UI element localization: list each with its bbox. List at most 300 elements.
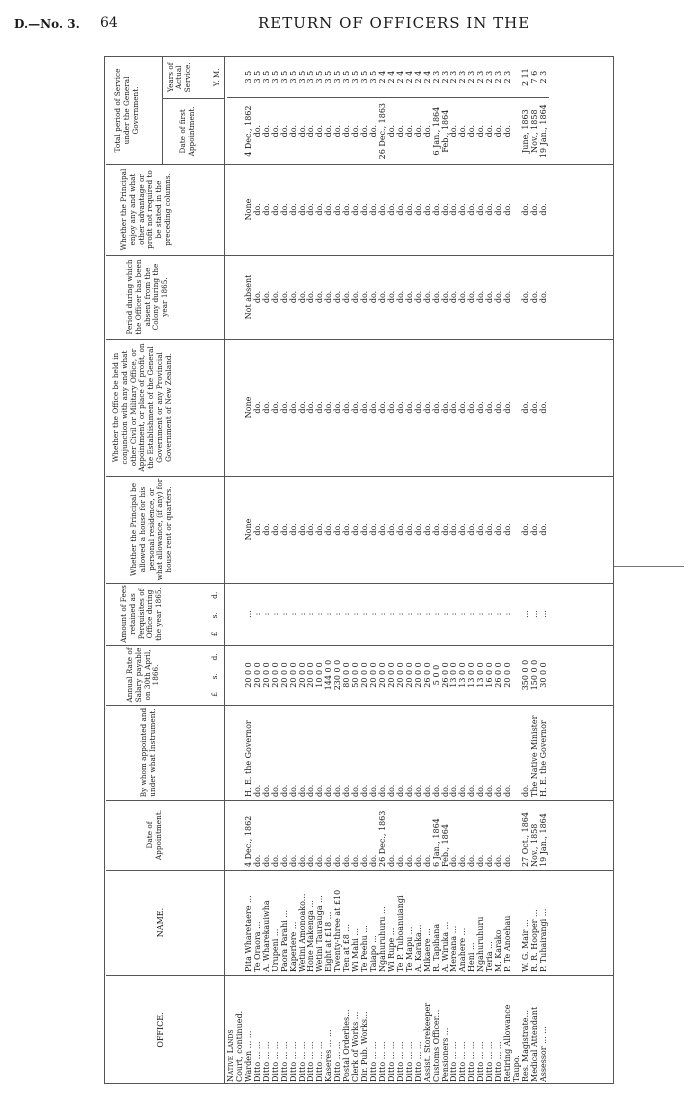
name-cell: Te P. Tuhoanuiangi (395, 895, 405, 972)
date-cell: 19 Jan., 1864 (538, 813, 548, 867)
other-office-cell (227, 339, 236, 476)
other-office-cell: do. (297, 401, 307, 414)
house-cell: do. (252, 523, 262, 536)
header-fees-label: Amount of Fees retained as Perquisites of Office during the year 1865. (119, 585, 163, 643)
years-service-cell: 3 5 (369, 70, 378, 84)
first-appointment-cell: do. (351, 124, 361, 138)
fees-cell: : (404, 612, 414, 616)
salary-cell: 5 0 0 (431, 664, 441, 686)
header-office (106, 976, 225, 1084)
years-service-cell: 3 5 (315, 70, 325, 84)
house-cell: do. (440, 523, 450, 536)
date-cell: do. (369, 854, 378, 867)
fees-cell: ... (243, 610, 253, 618)
absent-cell: do. (351, 290, 361, 304)
page-number: 64 (100, 15, 118, 31)
name-cell: Ngahuruhuru ... (377, 906, 387, 972)
first-appointment-cell: Nov., 1858 (529, 109, 539, 153)
advantage-col-list (227, 164, 549, 255)
salary-cell: 20 0 0 (243, 662, 253, 688)
name-cell: Taiapo ... (369, 935, 378, 972)
name-cell: Teria ... (485, 941, 495, 972)
advantage-cell: do. (538, 203, 548, 216)
first-appointment-cell: June, 1863 (520, 109, 530, 153)
first-appointment-cell: Feb., 1864 (440, 109, 450, 153)
absent-cell (227, 255, 236, 339)
appointed-by-cell: do. (485, 784, 495, 797)
fees-cell: : (333, 612, 343, 616)
column-other-office (106, 339, 614, 477)
years-service-cell: 3 5 (360, 70, 370, 84)
house-cell: do. (476, 523, 486, 536)
fees-cell: : (279, 612, 289, 616)
fees-cell: : (485, 612, 495, 616)
salary-cell: 20 0 0 (279, 662, 289, 688)
appointed-by-cell: do. (494, 784, 504, 797)
office-cell: Res. Magistrate... (520, 1009, 530, 1082)
first-appointment-cell: do. (449, 124, 459, 138)
other-office-cell: do. (395, 401, 405, 414)
appointed-by-cell: do. (351, 784, 361, 797)
service-cells (227, 57, 549, 164)
appointed-by-cell: do. (252, 784, 262, 797)
office-cell: Ditto ... ... (395, 1041, 405, 1082)
header-salary (106, 645, 225, 705)
fees-cell: : (395, 612, 405, 616)
appointed-by-cell: H. E. the Governor (538, 720, 548, 797)
name-cell: P. Te Anoehau (503, 915, 513, 972)
date-cell: do. (315, 854, 325, 867)
salary-cell: 20 0 0 (395, 662, 405, 688)
office-cell: Postal Orderlies... (342, 1009, 352, 1082)
advantage-cell: do. (395, 203, 405, 216)
unit-pence: d. (210, 591, 219, 599)
name-cell: Wi Mahi ... (351, 927, 361, 972)
fees-cell: : (413, 612, 423, 616)
fees-cell: ... (538, 610, 548, 618)
absent-cell: do. (279, 290, 289, 304)
first-appointment-cell: do. (494, 124, 504, 138)
years-service-cell: 3 5 (243, 70, 253, 84)
date-cell: do. (404, 854, 414, 867)
fees-cell: : (351, 612, 361, 616)
appointed-by-cell: do. (422, 784, 432, 797)
fees-cell: : (440, 612, 450, 616)
office-cell: Ditto ... ... (333, 1041, 343, 1082)
salary-cell: 20 0 0 (404, 662, 414, 688)
first-appointment-cell: do. (369, 124, 378, 138)
appointed-by-cell: do. (440, 784, 450, 797)
header-service-label: Total period of Service under the General Government. (113, 68, 140, 153)
header-first-appointment: Date of first Appointment. (163, 98, 225, 164)
date-cell: do. (252, 854, 262, 867)
salary-col-list (227, 645, 549, 705)
name-cell: Heni ... (467, 942, 477, 972)
house-cell: do. (261, 523, 271, 536)
office-cell: Assessor ... ... (538, 1026, 548, 1082)
unit-shillings: s. (210, 612, 219, 619)
other-office-cell: do. (252, 401, 262, 414)
years-service-cell: 2 4 (413, 70, 423, 84)
date-cell: 27 Oct., 1864 (520, 812, 530, 867)
absent-cell: do. (458, 290, 468, 304)
house-cell: do. (413, 523, 423, 536)
header-house-label: Whether the Principal be allowed a house for his personal residence, or what allowance, (if any) for house rent or quarters. (129, 478, 173, 581)
header-years-units: Y. M. (213, 68, 221, 87)
first-appointment-cell: do. (395, 124, 405, 138)
fees-cell: : (476, 612, 486, 616)
header-by-label: By whom appointed and under what Instrument. (139, 707, 157, 798)
absent-cell: do. (315, 290, 325, 304)
advantage-cell: do. (476, 203, 486, 216)
first-appointment-cell: do. (324, 124, 334, 138)
header-date-appointment (106, 800, 225, 870)
advantage-cell: do. (440, 203, 450, 216)
fees-cell: : (324, 612, 334, 616)
appointed-by-cell: do. (386, 784, 396, 797)
first-appointment-cell: do. (315, 124, 325, 138)
name-cell: Te Mapu ... (404, 926, 414, 972)
appointed-by-cell (227, 705, 236, 800)
first-appointment-cell: do. (485, 124, 495, 138)
other-office-cell: None (243, 396, 253, 419)
office-cell: Ditto ... ... (458, 1041, 468, 1082)
office-cell: Ditto ... ... (279, 1041, 289, 1082)
other-office-cell: do. (377, 401, 387, 414)
house-cell: do. (342, 523, 352, 536)
office-cell: Kaseres ... ... (324, 1029, 334, 1082)
office-cell: Ditto ... ... (467, 1041, 477, 1082)
date-cell: do. (297, 854, 307, 867)
fees-cell: : (288, 612, 298, 616)
first-appointment-cell: do. (333, 124, 343, 138)
house-cell: do. (333, 523, 343, 536)
absent-cell: do. (449, 290, 459, 304)
absent-cell: do. (252, 290, 262, 304)
fees-cell: : (306, 612, 316, 616)
header-salary-label: Annual Rate of Salary payable on 30th April, 1866. (125, 647, 161, 703)
years-service-cell: 2 3 (485, 70, 495, 84)
date-cell: do. (306, 854, 316, 867)
other-office-cell: do. (458, 401, 468, 414)
house-cell: do. (351, 523, 361, 536)
house-cell: do. (369, 523, 378, 536)
name-cell: Urupeni ... (270, 928, 280, 972)
salary-cell: 20 0 0 (386, 662, 396, 688)
appointed-by-cell: The Native Minister (529, 715, 539, 797)
appointed-by-cell: do. (520, 784, 530, 797)
office-cell: Ditto ... ... (476, 1041, 486, 1082)
name-cell: Kaperiere ... (288, 921, 298, 972)
absent-cell: do. (360, 290, 370, 304)
house-cell: do. (377, 523, 387, 536)
appointed-by-cell: do. (333, 784, 343, 797)
date-cell: do. (395, 854, 405, 867)
name-cell: A. Karaka... (413, 924, 423, 972)
header-other-advantage (106, 164, 225, 255)
years-service-cell: 2 4 (386, 70, 396, 84)
advantage-cell: do. (485, 203, 495, 216)
advantage-cell: do. (503, 203, 513, 216)
years-service-cell: 2 3 (503, 70, 513, 84)
rotated-table-body (106, 58, 614, 1084)
other-office-cell: do. (520, 401, 530, 414)
salary-cell: 20 0 0 (252, 662, 262, 688)
office-cell: Ditto ... ... (306, 1041, 316, 1082)
first-appointment-cell: do. (386, 124, 396, 138)
other-office-cell: do. (413, 401, 423, 414)
salary-cell (227, 645, 236, 705)
column-date-appointment (106, 800, 614, 871)
name-cell (227, 870, 236, 975)
date-cell: do. (386, 854, 396, 867)
first-appointment-cell: do. (297, 124, 307, 138)
service-subheaders (162, 57, 225, 164)
name-cell: P. Tuhairangi ... (538, 908, 548, 972)
absent-cell: do. (467, 290, 477, 304)
appointed-by-cell: do. (270, 784, 280, 797)
first-appointment-cell: 26 Dec., 1863 (377, 102, 387, 160)
appointed-by-cell: do. (288, 784, 298, 797)
years-service-cell: 2 3 (449, 70, 459, 84)
absent-cell: do. (431, 290, 441, 304)
other-office-cell: do. (538, 401, 548, 414)
house-cell: do. (288, 523, 298, 536)
absent-cell: do. (404, 290, 414, 304)
advantage-cell: do. (333, 203, 343, 216)
house-cell: None (243, 518, 253, 541)
first-appointment-cell: do. (270, 124, 280, 138)
office-cell: Medical Attendant (529, 1006, 539, 1082)
years-service-cell: 2 4 (422, 70, 432, 84)
advantage-cell: do. (315, 203, 325, 216)
advantage-cell: do. (458, 203, 468, 216)
absent-cell: do. (538, 290, 548, 304)
house-cell: do. (458, 523, 468, 536)
date-cell: do. (494, 854, 504, 867)
office-cell: Ditto ... ... (404, 1041, 414, 1082)
office-cell: Ditto ... ... (485, 1041, 495, 1082)
first-appointment-cell: do. (342, 124, 352, 138)
column-other-advantage (106, 164, 614, 256)
years-service-cell (227, 57, 236, 97)
office-cell: Ditto ... ... (377, 1041, 387, 1082)
date-cell: do. (270, 854, 280, 867)
office-cell: Warden ... ... (243, 1030, 253, 1082)
name-cell: R. R. Hooper ... (529, 909, 539, 972)
fees-cell: : (252, 612, 262, 616)
other-office-cell: do. (270, 401, 280, 414)
date-cell: do. (288, 854, 298, 867)
salary-cell: 20 0 0 (306, 662, 316, 688)
house-cell: do. (520, 523, 530, 536)
fees-cell: ... (520, 610, 530, 618)
by-col-list (227, 705, 549, 800)
fees-cell (227, 583, 236, 645)
house-cell (227, 476, 236, 583)
appointed-by-cell: do. (377, 784, 387, 797)
fees-cell: : (494, 612, 504, 616)
absent-cell: do. (422, 290, 432, 304)
date-cell: do. (413, 854, 423, 867)
name-cell: Te Oraora ... (252, 921, 262, 972)
date-cell: do. (342, 854, 352, 867)
salary-units (210, 647, 219, 703)
name-cell: A. Wiruka ... (440, 921, 450, 972)
header-fees (106, 583, 225, 645)
absent-cell: do. (520, 290, 530, 304)
date-cell: do. (485, 854, 495, 867)
appointed-by-cell: do. (279, 784, 289, 797)
absent-cell: do. (261, 290, 271, 304)
years-service-cell: 2 4 (395, 70, 405, 84)
advantage-cell: do. (324, 203, 334, 216)
column-house-allowance (106, 476, 614, 584)
appointed-by-cell: do. (342, 784, 352, 797)
fees-cell: : (297, 612, 307, 616)
office-cell: Ditto ... ... (288, 1041, 298, 1082)
salary-cell: 26 0 0 (494, 662, 504, 688)
office-cell: Ditto ... ... (413, 1041, 423, 1082)
appointed-by-cell: do. (431, 784, 441, 797)
office-cell: Dir. Pub. Works... (360, 1011, 370, 1082)
other-office-cell: do. (431, 401, 441, 414)
other-office-cell: do. (342, 401, 352, 414)
appointed-by-cell: do. (404, 784, 414, 797)
advantage-cell: do. (306, 203, 316, 216)
house-cell: do. (315, 523, 325, 536)
other-office-cell: do. (288, 401, 298, 414)
fees-cell: : (342, 612, 352, 616)
years-service-cell: 3 5 (333, 70, 343, 84)
office-cell: Native Lands (226, 1029, 235, 1082)
house-cell: do. (386, 523, 396, 536)
house-cell: do. (297, 523, 307, 536)
other-office-cell: do. (386, 401, 396, 414)
years-service-cell: 2 3 (494, 70, 504, 84)
fees-cell: : (458, 612, 468, 616)
office-cell: Ditto ... ... (252, 1041, 262, 1082)
house-cell: do. (422, 523, 432, 536)
office-cell: Ditto ... ... (297, 1041, 307, 1082)
office-cell: Pensioners ... (440, 1027, 450, 1082)
other-office-cell: do. (360, 401, 370, 414)
fees-cell: ... (529, 610, 539, 618)
header-name (106, 870, 225, 975)
absent-cell: do. (503, 290, 513, 304)
unit-pence: d. (210, 653, 219, 661)
header-absent-label: Period during which the Officer has been absent from the Colony during the year 1865. (125, 259, 169, 335)
first-col-list (227, 97, 549, 164)
column-salary (106, 645, 614, 706)
name-cell: Ngahuruhuru (476, 916, 486, 972)
first-appointment-cell: do. (252, 124, 262, 138)
date-cell: 26 Dec., 1863 (377, 810, 387, 867)
date-cell: 6 Jan., 1864 (431, 818, 441, 867)
other-col-list (227, 339, 549, 476)
officers-return-table (104, 56, 614, 1084)
absent-cell: do. (333, 290, 343, 304)
years-service-cell: 2 3 (476, 70, 486, 84)
column-total-service (106, 57, 614, 165)
years-service-cell: 3 5 (270, 70, 280, 84)
name-col-list (227, 870, 549, 975)
other-office-cell: do. (315, 401, 325, 414)
office-cell: Customs Officer... (431, 1009, 441, 1082)
first-appointment-cell: 6 Jan., 1864 (431, 106, 441, 156)
appointed-by-cell: do. (395, 784, 405, 797)
name-cell: Wi Rupe ... (386, 927, 396, 972)
advantage-cell: do. (351, 203, 361, 216)
fees-cell: : (467, 612, 477, 616)
other-office-cell: do. (324, 401, 334, 414)
name-cell: Wetini Amonoako... (297, 893, 307, 972)
years-service-cell: 2 11 (520, 68, 530, 87)
salary-cell: 16 0 0 (485, 662, 495, 688)
appointed-by-cell: do. (449, 784, 459, 797)
first-appointment-cell: do. (261, 124, 271, 138)
date-cell: do. (360, 854, 370, 867)
salary-cell: 20 0 0 (413, 662, 423, 688)
date-cell: do. (476, 854, 486, 867)
first-appointment-cell: 19 Jan., 1864 (538, 104, 548, 159)
absent-cell: do. (440, 290, 450, 304)
years-service-cell: 3 5 (342, 70, 352, 84)
date-cell: do. (458, 854, 468, 867)
salary-cell: 20 0 0 (369, 662, 378, 688)
other-office-cell: do. (494, 401, 504, 414)
house-cell: do. (467, 523, 477, 536)
header-absent (106, 255, 225, 339)
fees-col-list (227, 583, 549, 645)
office-cell: Retiring Allowance (503, 1004, 513, 1082)
other-office-cell: do. (449, 401, 459, 414)
years-service-cell: 3 5 (306, 70, 316, 84)
advantage-cell: do. (494, 203, 504, 216)
fees-cell: : (315, 612, 325, 616)
appointed-by-cell: do. (503, 784, 513, 797)
house-cell: do. (279, 523, 289, 536)
date-cell: do. (422, 854, 432, 867)
absent-cell: do. (288, 290, 298, 304)
absent-cell: do. (270, 290, 280, 304)
absent-cell: do. (395, 290, 405, 304)
other-office-cell: do. (422, 401, 432, 414)
years-service-cell: 3 5 (261, 70, 271, 84)
advantage-cell: do. (422, 203, 432, 216)
header-other-office-label: Whether the Office be held in conjunction with any and what other Civil or Military Office, or Appointment, or place of profit, on the Establishment of the General Government or any Provincial Government of New Zealand. (111, 343, 173, 472)
house-cell: do. (360, 523, 370, 536)
appointed-by-cell: do. (306, 784, 316, 797)
page-title: RETURN OF OFFICERS IN THE (258, 14, 531, 32)
column-fees (106, 583, 614, 646)
name-cell: Twenty-three at £10 (333, 889, 343, 972)
date-cell: do. (324, 854, 334, 867)
advantage-cell: do. (270, 203, 280, 216)
unit-pounds: £ (210, 691, 219, 697)
years-col-list (227, 57, 549, 97)
absent-cell: do. (413, 290, 423, 304)
advantage-cell: do. (369, 203, 378, 216)
fees-cell: : (377, 612, 387, 616)
advantage-cell: do. (520, 203, 530, 216)
salary-cell: 10 0 0 (315, 662, 325, 688)
header-appointed-by (106, 705, 225, 800)
salary-cell: 13 0 0 (458, 662, 468, 688)
absent-cell: Not absent (243, 274, 253, 320)
fees-cell: : (360, 612, 370, 616)
fees-cell: : (270, 612, 280, 616)
